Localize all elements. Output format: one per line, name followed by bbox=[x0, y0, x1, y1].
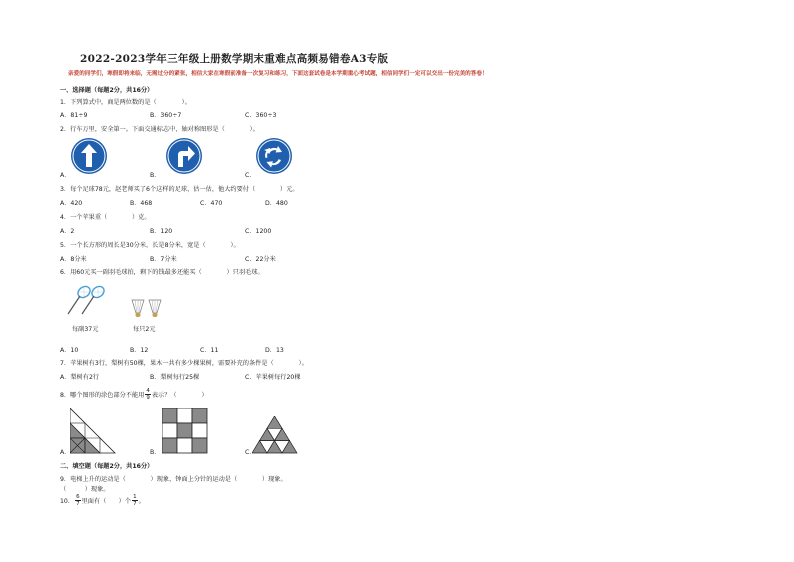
racket-price-caption: 每副37元 bbox=[72, 326, 99, 333]
q6-option-d: D．13 bbox=[265, 347, 284, 354]
q7-option-a: A．梨树有2行 bbox=[60, 374, 100, 381]
q10-fraction-2: $\frac{1}{7}$ bbox=[133, 494, 137, 507]
q7-option-b: B．梨树每行25棵 bbox=[150, 374, 200, 381]
q7-option-c: C．苹果树每行20棵 bbox=[245, 374, 301, 381]
shuttlecock-icon bbox=[130, 298, 164, 322]
q2-option-a: A． bbox=[60, 172, 71, 179]
q1-option-c: C．360÷3 bbox=[245, 112, 277, 119]
q2-option-c: C． bbox=[245, 172, 256, 179]
q1-option-b: B．360÷7 bbox=[150, 112, 182, 119]
sign-turn-right-icon bbox=[165, 137, 203, 175]
figure-triangle-grid bbox=[70, 408, 118, 454]
shuttlecock-price-caption: 每只2元 bbox=[133, 326, 156, 333]
question-9: 9．电梯上升的运动是（ ）现象，钟面上分针的运动是（ ）现象。 bbox=[60, 476, 287, 483]
q5-option-b: B．7分米 bbox=[150, 256, 177, 263]
q3-option-b: B．468 bbox=[130, 200, 153, 207]
question-2: 2．行车万里，安全第一。下面交通标志中，轴对称图形是（ ）。 bbox=[60, 126, 259, 133]
page-title: 2022-2023学年三年级上册数学期末重难点高频易错卷A3专版 bbox=[80, 53, 389, 65]
question-3: 3．每个足球78元，赵老师买了6个这样的足球，估一估，他大约要付（ ）元。 bbox=[60, 186, 299, 193]
sign-roundabout-icon bbox=[255, 137, 293, 175]
section-heading-fill: 二、填空题（每题2分，共16分） bbox=[60, 463, 154, 470]
question-7: 7．苹果树有3行，梨树有50棵，果木一共有多少棵果树，需要补充的条件是（ ）。 bbox=[60, 360, 308, 367]
figure-triangle-pyramid bbox=[252, 416, 298, 454]
figure-square-grid bbox=[162, 408, 208, 454]
question-5: 5．一个长方形的周长是30分米，长是8分米，宽是（ ）。 bbox=[60, 242, 240, 249]
question-1: 1．下列算式中，商是两位数的是（ ）。 bbox=[60, 99, 191, 106]
q4-option-b: B．120 bbox=[150, 228, 173, 235]
section-heading-choice: 一、选择题（每题2分，共16分） bbox=[60, 87, 154, 94]
q3-option-c: C．470 bbox=[200, 200, 223, 207]
q4-option-a: A．2 bbox=[60, 228, 75, 235]
q5-option-c: C．22分米 bbox=[245, 256, 276, 263]
question-10: 10． $\frac{6}{7}$ 里面有（ ）个 $\frac{1}{7}$ 。 bbox=[60, 494, 145, 507]
q3-option-d: D．480 bbox=[265, 200, 288, 207]
question-4: 4．一个苹果重（ ）克。 bbox=[60, 214, 151, 221]
q8-option-c: C． bbox=[245, 449, 256, 456]
q1-option-a: A．81÷9 bbox=[60, 112, 88, 119]
q8-option-b: B． bbox=[150, 449, 161, 456]
q2-option-b: B． bbox=[150, 172, 161, 179]
q8-fraction: $\frac{4}{9}$ bbox=[146, 388, 150, 401]
question-8: 8．哪个图形的涂色部分不能用 $\frac{4}{9}$ 表示？（ ） bbox=[60, 388, 208, 401]
sign-arrow-up-icon bbox=[70, 137, 108, 175]
badminton-racket-icon bbox=[64, 284, 116, 320]
q3-option-a: A．420 bbox=[60, 200, 83, 207]
q5-option-a: A．8分米 bbox=[60, 256, 87, 263]
q4-option-c: C．1200 bbox=[245, 228, 272, 235]
question-6: 6．用60元买一副羽毛球拍，剩下的钱最多还能买（ ）只羽毛球。 bbox=[60, 269, 264, 276]
q6-option-c: C．11 bbox=[200, 347, 219, 354]
q10-fraction-1: $\frac{6}{7}$ bbox=[76, 494, 80, 507]
question-9-line2: （ ）现象。 bbox=[60, 486, 110, 493]
q6-option-b: B．12 bbox=[130, 347, 149, 354]
q8-option-a: A． bbox=[60, 449, 71, 456]
q6-option-a: A．10 bbox=[60, 347, 79, 354]
notice-text: 亲爱的同学们，寒假即将来临，无需过分的紧张，相信大家在寒假前准备一次复习和练习，下面这套试卷是本学期重心考试题，相信同学们一定可以交出一份完美的答卷！ bbox=[68, 71, 488, 77]
